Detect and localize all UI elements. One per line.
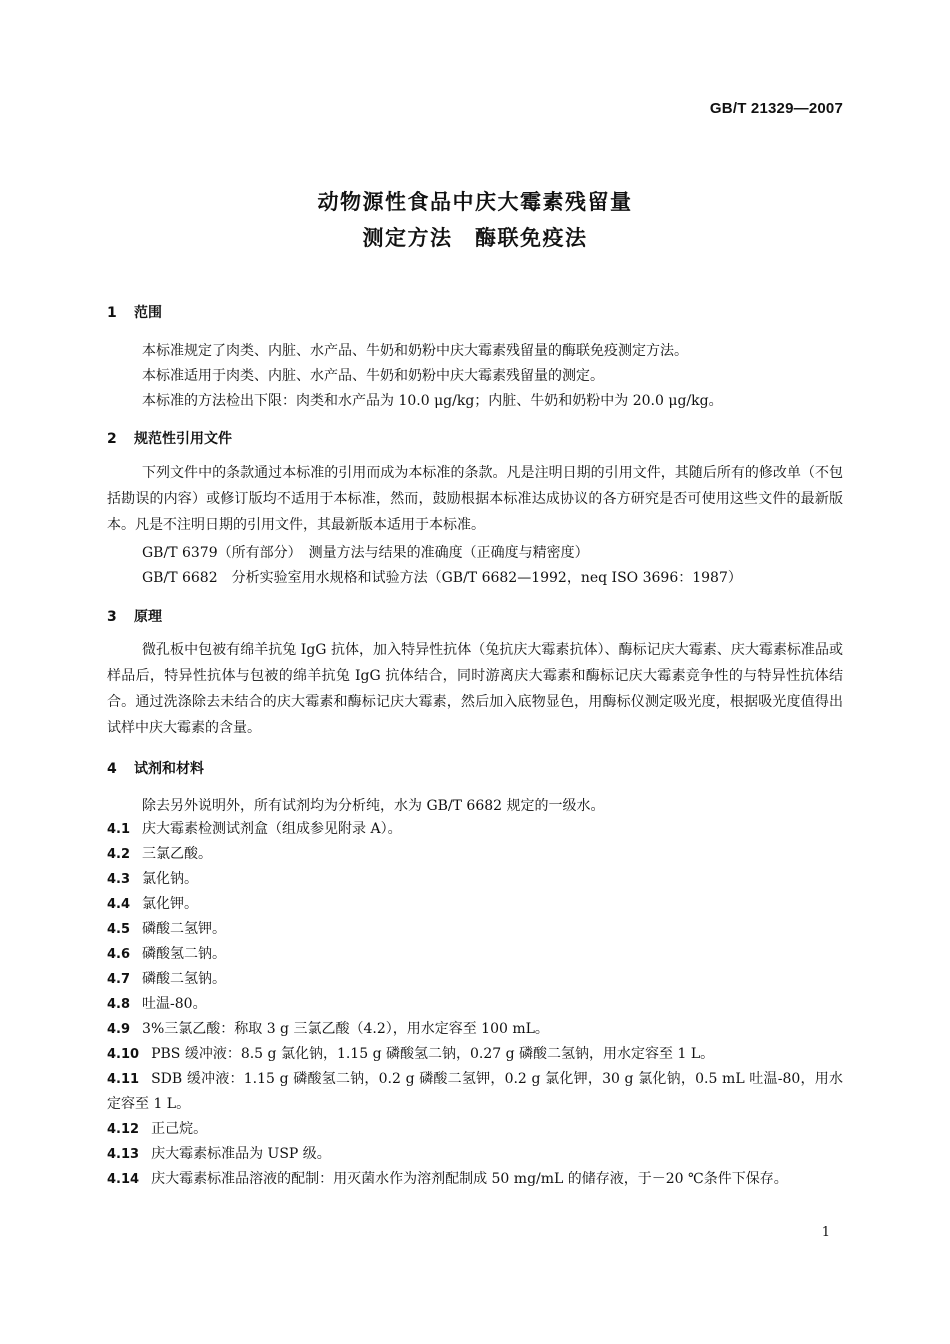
item-text: 氯化钠。	[142, 871, 199, 887]
item-text: 庆大霉素标准品为 USP 级。	[151, 1146, 331, 1162]
item-number: 4.2	[107, 847, 131, 862]
item-number: 4.10	[107, 1047, 140, 1062]
item-number: 4.8	[107, 997, 131, 1012]
reagent-item	[107, 992, 843, 1017]
item-text: 3%三氯乙酸：称取 3 g 三氯乙酸（4.2），用水定容至 100 mL。	[142, 1021, 549, 1037]
scope-line-3: 本标准的方法检出下限：肉类和水产品为 10.0 μg/kg；内脏、牛奶和奶粉中为 20.0 μg/kg。	[142, 393, 723, 409]
item-number: 4.14	[107, 1172, 140, 1187]
reagent-item	[107, 1017, 843, 1042]
reagent-item	[107, 967, 843, 992]
scope-line-2: 本标准适用于肉类、内脏、水产品、牛奶和奶粉中庆大霉素残留量的测定。	[142, 368, 604, 384]
item-text: 氯化钾。	[142, 896, 199, 912]
reagent-item	[107, 867, 843, 892]
section-1-heading	[107, 302, 162, 322]
item-number: 4.11	[107, 1072, 140, 1087]
reference-item: GB/T 6379（所有部分） 测量方法与结果的准确度（正确度与精密度）	[142, 545, 589, 561]
item-text: 庆大霉素检测试剂盒（组成参见附录 A）。	[142, 821, 402, 837]
section-4-heading	[107, 758, 204, 778]
section-number: 4	[107, 761, 117, 777]
reagent-item	[107, 1117, 843, 1142]
section-2-heading	[107, 428, 232, 448]
item-text: 正己烷。	[151, 1121, 208, 1137]
reagent-item	[107, 1142, 843, 1167]
item-text: 磷酸氢二钠。	[142, 946, 227, 962]
item-text: PBS 缓冲液：8.5 g 氯化钠，1.15 g 磷酸氢二钠，0.27 g 磷酸二氢钠，用水定容至 1 L。	[151, 1046, 715, 1062]
item-text: 磷酸二氢钾。	[142, 921, 227, 937]
normative-references-paragraph: 下列文件中的条款通过本标准的引用而成为本标准的条款。凡是注明日期的引用文件，其随后所有的修改单（不包括勘误的内容）或修订版均不适用于本标准，然而，鼓励根据本标准达成协议的各方研究是否可使用这些文件的最新版本。凡是不注明日期的引用文件，其最新版本适用于本标准。	[107, 465, 843, 533]
section-title: 范围	[134, 305, 162, 321]
document-title-line-1: 动物源性食品中庆大霉素残留量	[317, 190, 633, 214]
item-number: 4.4	[107, 897, 131, 912]
item-number: 4.3	[107, 872, 131, 887]
item-number: 4.1	[107, 822, 131, 837]
reference-item: GB/T 6682 分析实验室用水规格和试验方法（GB/T 6682—1992，neq ISO 3696：1987）	[142, 570, 742, 586]
section-number: 3	[107, 609, 117, 625]
item-text: 三氯乙酸。	[142, 846, 213, 862]
reagent-item	[107, 842, 843, 867]
standard-code: GB/T 21329—2007	[709, 100, 843, 117]
reagents-intro: 除去另外说明外，所有试剂均为分析纯，水为 GB/T 6682 规定的一级水。	[142, 798, 605, 814]
item-number: 4.5	[107, 922, 131, 937]
section-3-heading	[107, 606, 162, 626]
page-number: 1	[821, 1225, 830, 1240]
section-number: 2	[107, 431, 117, 447]
reagent-item	[107, 1067, 843, 1117]
item-number: 4.7	[107, 972, 131, 987]
reagent-item	[107, 817, 843, 842]
section-title: 规范性引用文件	[134, 431, 232, 447]
reagent-item	[107, 917, 843, 942]
item-number: 4.6	[107, 947, 131, 962]
item-number: 4.12	[107, 1122, 140, 1137]
scope-line-1: 本标准规定了肉类、内脏、水产品、牛奶和奶粉中庆大霉素残留量的酶联免疫测定方法。	[142, 343, 688, 359]
section-number: 1	[107, 305, 117, 321]
item-number: 4.9	[107, 1022, 131, 1037]
section-title: 试剂和材料	[134, 761, 204, 777]
item-number: 4.13	[107, 1147, 140, 1162]
reagent-item	[107, 1042, 843, 1067]
item-text: 庆大霉素标准品溶液的配制：用灭菌水作为溶剂配制成 50 mg/mL 的储存液，于－20 ℃条件下保存。	[151, 1171, 788, 1187]
reagent-item	[107, 892, 843, 917]
item-text: 磷酸二氢钠。	[142, 971, 227, 987]
document-title-line-2: 测定方法 酶联免疫法	[362, 226, 588, 250]
principle-paragraph: 微孔板中包被有绵羊抗兔 IgG 抗体，加入特异性抗体（兔抗庆大霉素抗体）、酶标记庆大霉素、庆大霉素标准品或样品后，特异性抗体与包被的绵羊抗兔 IgG 抗体结合，同时游离庆大霉素和酶标记庆大霉素竞争性的与特异性抗体结合。通过洗涤除去未结合的庆大霉素和酶标记庆大霉素，然后加入底物显色，用酶标仪测定吸光度，根据吸光度值得出试样中庆大霉素的含量。	[107, 642, 843, 736]
reagent-item	[107, 942, 843, 967]
item-text: SDB 缓冲液：1.15 g 磷酸氢二钠，0.2 g 磷酸二氢钾，0.2 g 氯化钾，30 g 氯化钠，0.5 mL 吐温-80，用水定容至 1 L。	[107, 1071, 843, 1112]
item-text: 吐温-80。	[142, 996, 207, 1012]
reagent-item	[107, 1167, 843, 1192]
section-title: 原理	[134, 609, 162, 625]
